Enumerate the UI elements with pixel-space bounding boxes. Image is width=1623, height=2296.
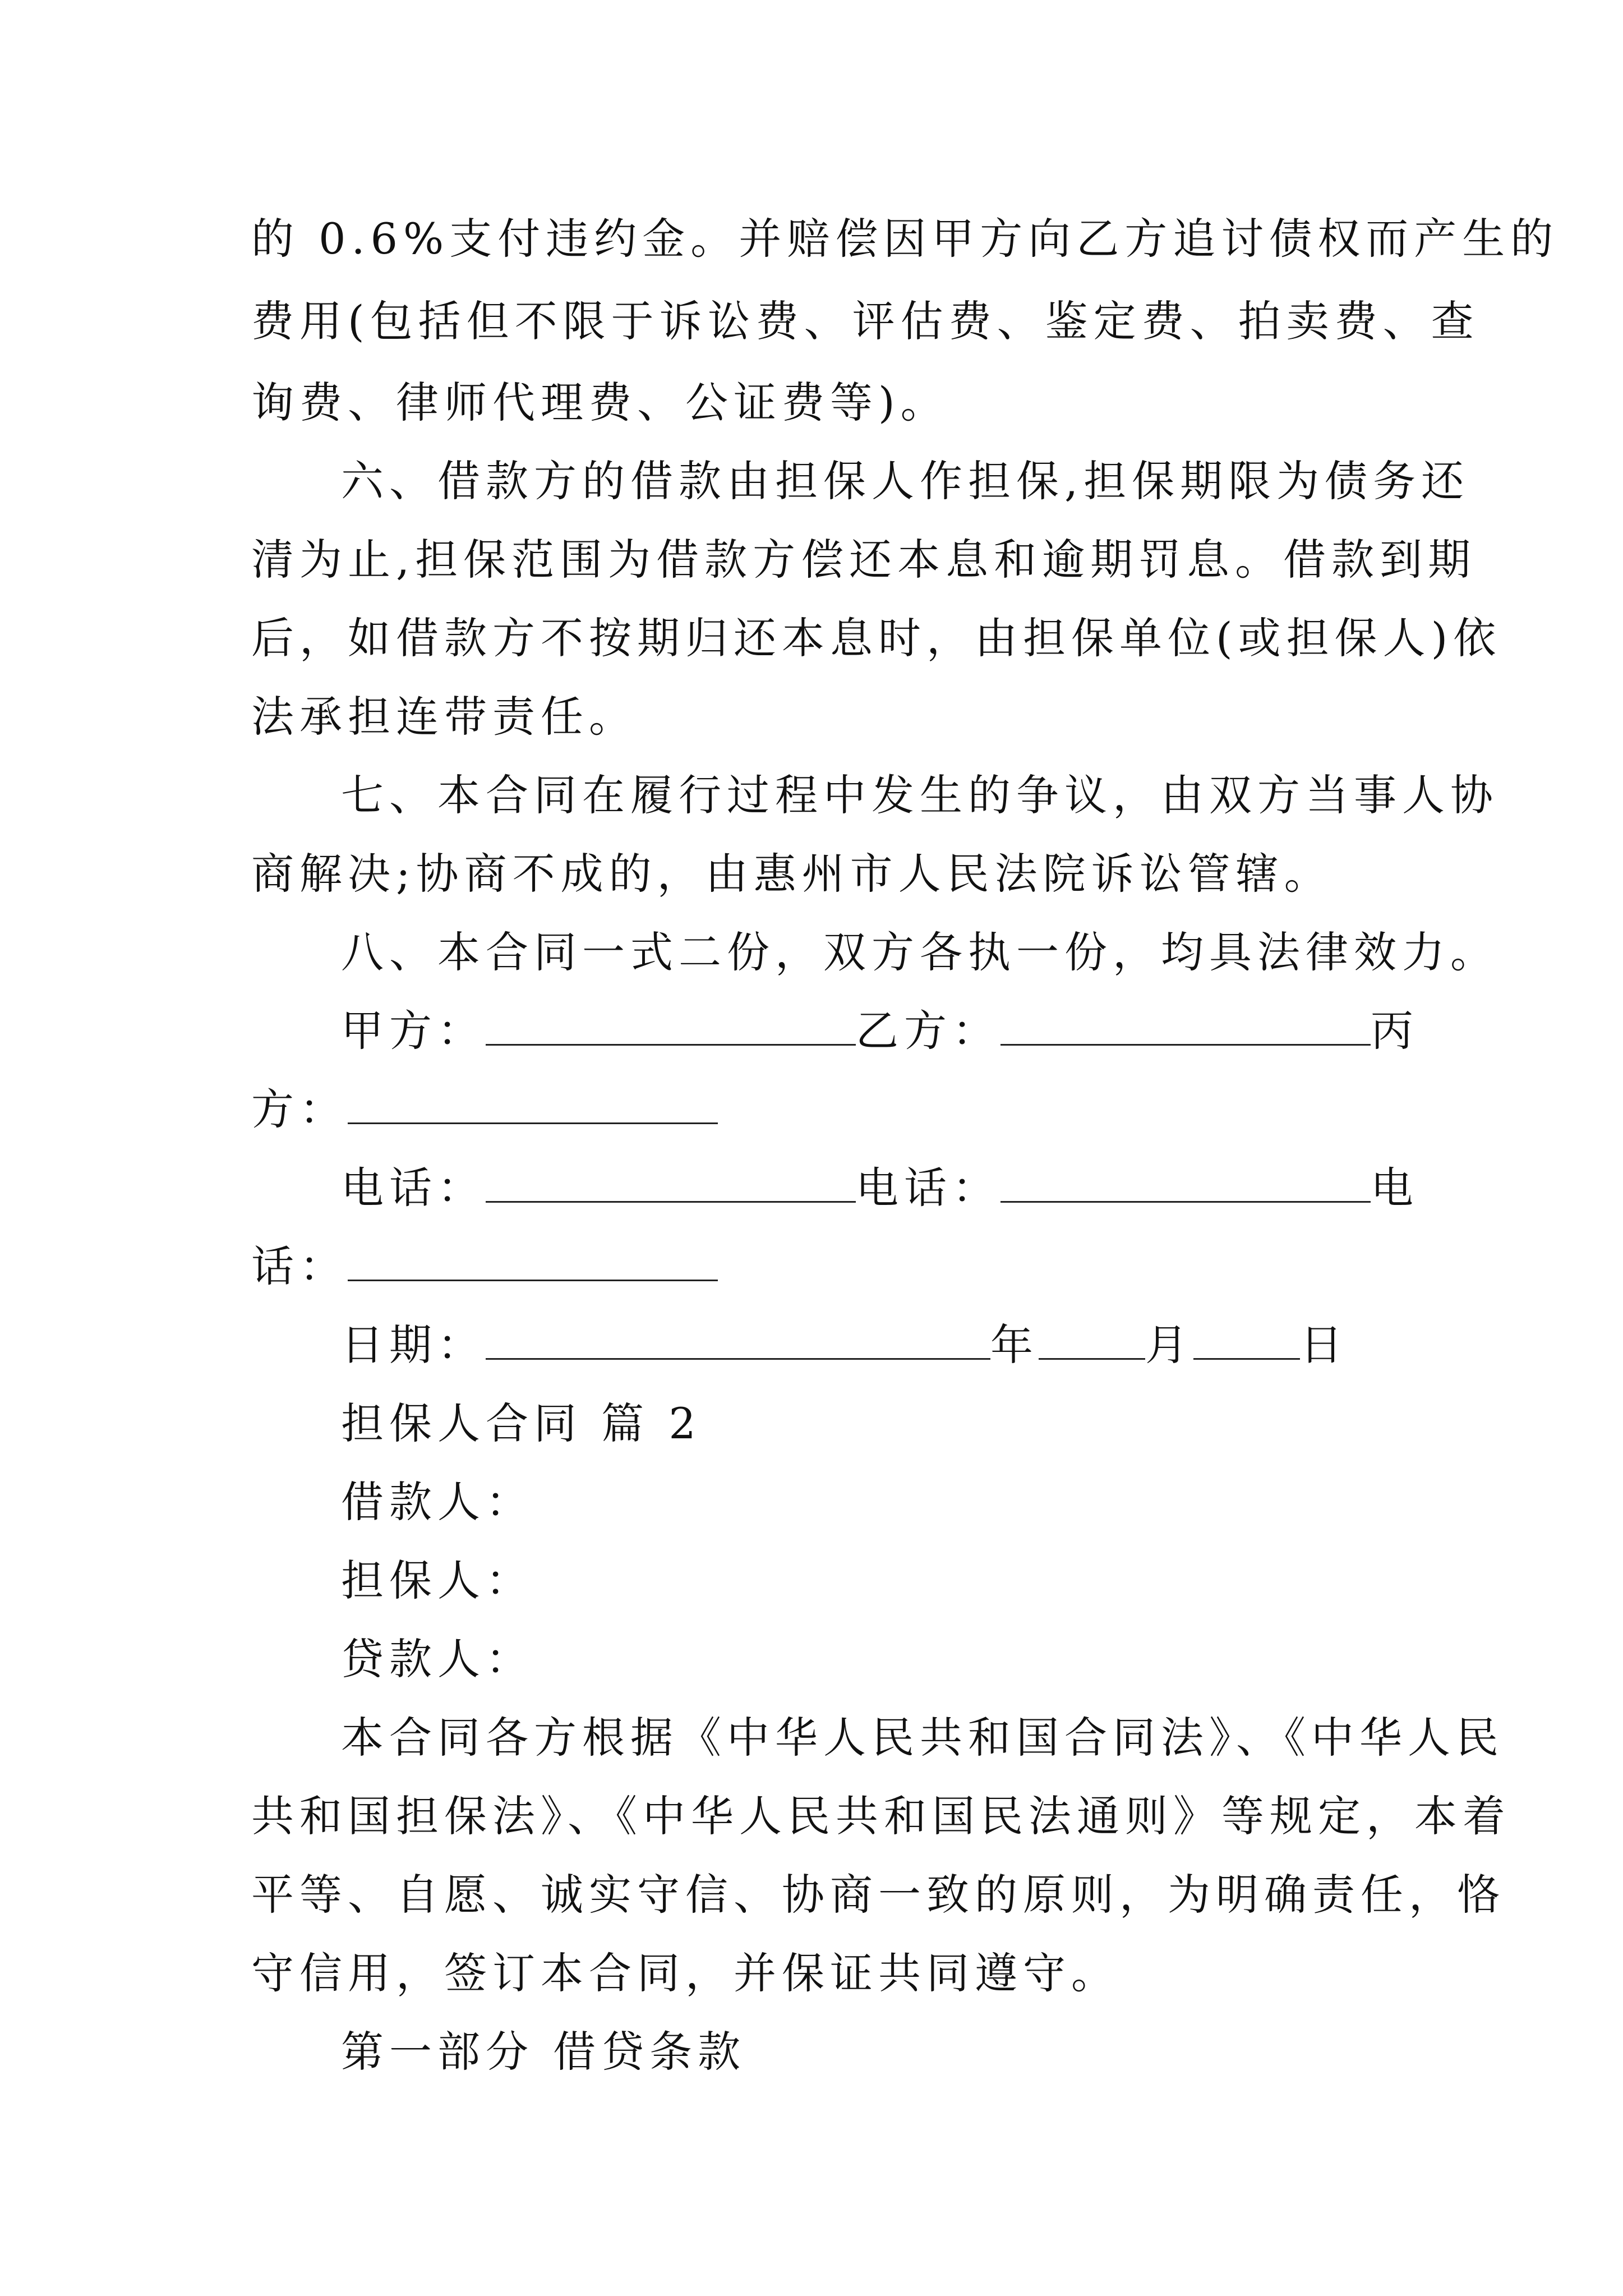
party-b-blank [1000,1009,1371,1046]
phone-b-blank [1000,1166,1371,1203]
signature-parties-row [341,993,1474,1069]
section-title: 担保人合同 篇 2 [341,1398,702,1448]
year-label: 年 [990,1320,1039,1370]
signature-party-c-row [251,1071,1384,1148]
signature-phones-row [341,1150,1474,1226]
signature-date-row [341,1307,1474,1383]
month-label: 月 [1145,1320,1193,1370]
intro-line: 平等、自愿、诚实守信、协商一致的原则，为明确责任，恪 [251,1870,1505,1920]
paragraph-line: 后，如借款方不按期归还本息时，由担保单位(或担保人)依 [251,613,1502,663]
month-blank [1039,1323,1145,1360]
phone-a-blank [486,1166,856,1203]
party-c-blank [348,1088,718,1124]
day-blank [1193,1323,1300,1360]
phone-b-label: 电话： [856,1163,1000,1213]
party-c-label-start: 丙 [1371,1006,1419,1056]
phone-c-label-start: 电 [1371,1163,1419,1213]
party-c-label-end: 方： [251,1084,348,1134]
date-label: 日期： [341,1320,486,1370]
guarantor-label: 担保人： [341,1556,534,1605]
party-a-label: 甲方： [341,1006,486,1056]
phone-a-label: 电话： [341,1163,486,1213]
party-a-blank [486,1009,856,1046]
signature-phone-c-row [251,1228,1384,1305]
part-heading: 第一部分 借贷条款 [341,2027,746,2077]
paragraph-line: 费用(包括但不限于诉讼费、评估费、鉴定费、拍卖费、查 [251,296,1479,346]
paragraph-line: 询费、律师代理费、公证费等)。 [251,378,949,427]
paragraph-line: 法承担连带责任。 [251,692,637,742]
phone-c-label-end: 话： [251,1241,348,1291]
party-b-label: 乙方： [856,1006,1000,1056]
lender-label: 贷款人： [341,1634,534,1684]
paragraph-line: 清为止,担保范围为借款方偿还本息和逾期罚息。借款到期 [251,535,1477,585]
clause-seven-line: 七、本合同在履行过程中发生的争议，由双方当事人协 [341,770,1498,820]
intro-line: 本合同各方根据《中华人民共和国合同法》、《中华人民 [341,1713,1504,1763]
phone-c-blank [348,1245,718,1281]
clause-six-line: 六、借款方的借款由担保人作担保,担保期限为债务还 [341,456,1470,506]
paragraph-line: 商解决;协商不成的，由惠州市人民法院诉讼管辖。 [251,849,1332,899]
intro-line: 守信用，签订本合同，并保证共同遵守。 [251,1948,1119,1998]
date-blank [486,1323,990,1360]
day-label: 日 [1300,1320,1348,1370]
intro-line: 共和国担保法》、《中华人民共和国民法通则》等规定，本着 [251,1791,1511,1841]
borrower-label: 借款人： [341,1477,534,1527]
clause-eight-line: 八、本合同一式二份，双方各执一份，均具法律效力。 [341,927,1498,977]
paragraph-line: 的 0.6%支付违约金。并赔偿因甲方向乙方追讨债权而产生的 [251,214,1559,264]
